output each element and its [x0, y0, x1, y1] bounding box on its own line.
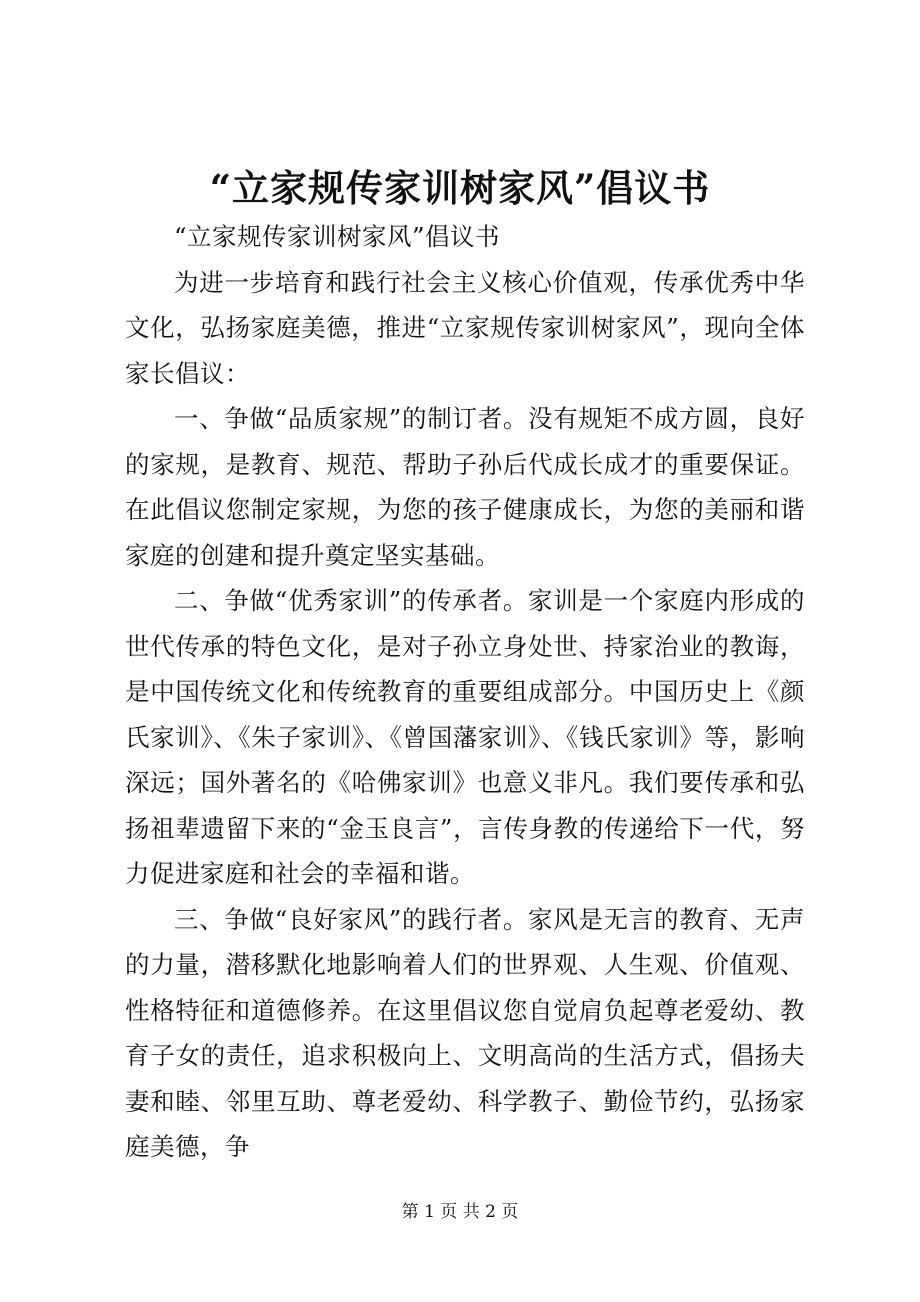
document-body — [125, 214, 805, 1170]
page-number-footer: 第 1 页 共 2 页 — [401, 1202, 519, 1222]
point-one-paragraph: 一、争做“品质家规”的制订者。没有规矩不成方圆，良好的家规，是教育、规范、帮助子孙后代成长成才的重要保证。在此倡议您制定家规，为您的孩子健康成长，为您的美丽和谐家庭的创建和提升奠定坚实基础。 — [125, 404, 805, 570]
point-three-paragraph: 三、争做“良好家风”的践行者。家风是无言的教育、无声的力量，潜移默化地影响着人们的世界观、人生观、价值观、性格特征和道德修养。在这里倡议您自觉肩负起尊老爱幼、教育子女的责任，追求积极向上、文明高尚的生活方式，倡扬夫妻和睦、邻里互助、尊老爱幼、科学教子、勤俭节约，弘扬家庭美德，争 — [125, 904, 805, 1161]
intro-paragraph: 为进一步培育和践行社会主义核心价值观，传承优秀中华文化，弘扬家庭美德，推进“立家规传家训树家风”，现向全体家长倡议： — [125, 267, 805, 388]
subtitle-paragraph: “立家规传家训树家风”倡议书 — [174, 222, 501, 251]
point-two-paragraph: 二、争做“优秀家训”的传承者。家训是一个家庭内形成的世代传承的特色文化，是对子孙立身处世、持家治业的教诲，是中国传统文化和传统教育的重要组成部分。中国历史上《颜氏家训》、《朱子家训》、《曾国藩家训》、《钱氏家训》等，影响深远；国外著名的《哈佛家训》也意义非凡。我们要传承和弘扬祖辈遗留下来的“金玉良言”，言传身教的传递给下一代，努力促进家庭和社会的幸福和谐。 — [125, 586, 805, 888]
document-title: “立家规传家训树家风”倡议书 — [209, 166, 711, 210]
